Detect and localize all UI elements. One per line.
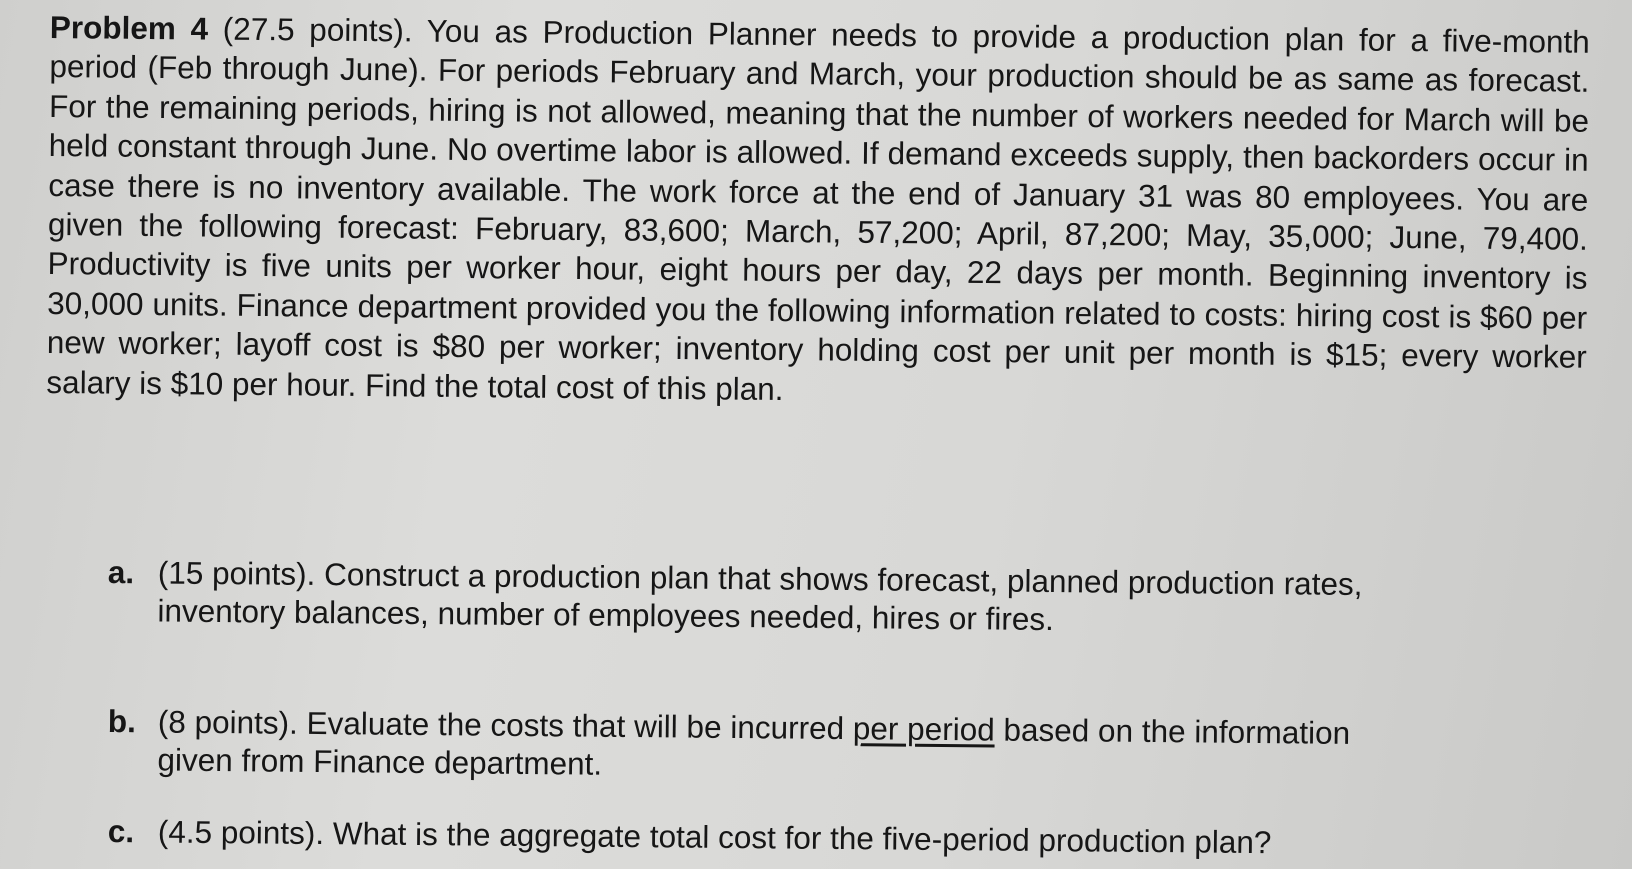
part-c-letter: c. — [107, 812, 135, 850]
problem-statement — [46, 8, 1590, 417]
part-a-letter: a. — [107, 553, 135, 591]
part-b-text-1-post: based on the information — [994, 711, 1351, 751]
part-b-letter: b. — [107, 702, 136, 740]
problem-heading: Problem 4 — [49, 8, 209, 47]
part-c-text-1: (4.5 points). What is the aggregate total cost for the five-period production plan? — [157, 813, 1272, 861]
problem-text: (27.5 points). You as Production Planner needs to provide a production plan for a five-month period (Feb through June). For periods February and March, your production should be as same as forecast. For the remaining periods, hiring is not allowed, meaning that the number of workers needed for March will be held constant through June. No overtime labor is allowed. If demand exceeds supply, then backorders occur in case there is no inventory available. The work force at the end of January 31 was 80 employees. You are given the following forecast: February, 83,600; March, 57,200; April, 87,200; May, 35,000; June, 79,400. Productivity is five units per worker hour, eight hours per day, 22 days per month. Beginning inventory is 30,000 units. Finance department provided you the following information related to costs: hiring cost is $60 per new worker; layoff cost is $80 per worker; inventory holding cost per unit per month is $15; every worker salary is $10 per hour. Find the total cost of this plan. — [46, 10, 1590, 407]
part-b — [107, 702, 1548, 792]
part-c — [108, 812, 1548, 864]
part-b-underlined-phrase: per period — [852, 710, 995, 748]
part-c-line-1 — [108, 812, 1548, 864]
part-b-text-2: given from Finance department. — [157, 741, 603, 782]
part-a-text-1: (15 points). Construct a production plan that shows forecast, planned production rates, — [157, 554, 1363, 603]
part-b-text-1-pre: (8 points). Evaluate the costs that will be incurred — [157, 703, 854, 747]
part-a-text-2: inventory balances, number of employees needed, hires or fires. — [157, 592, 1055, 638]
part-a — [107, 553, 1548, 643]
